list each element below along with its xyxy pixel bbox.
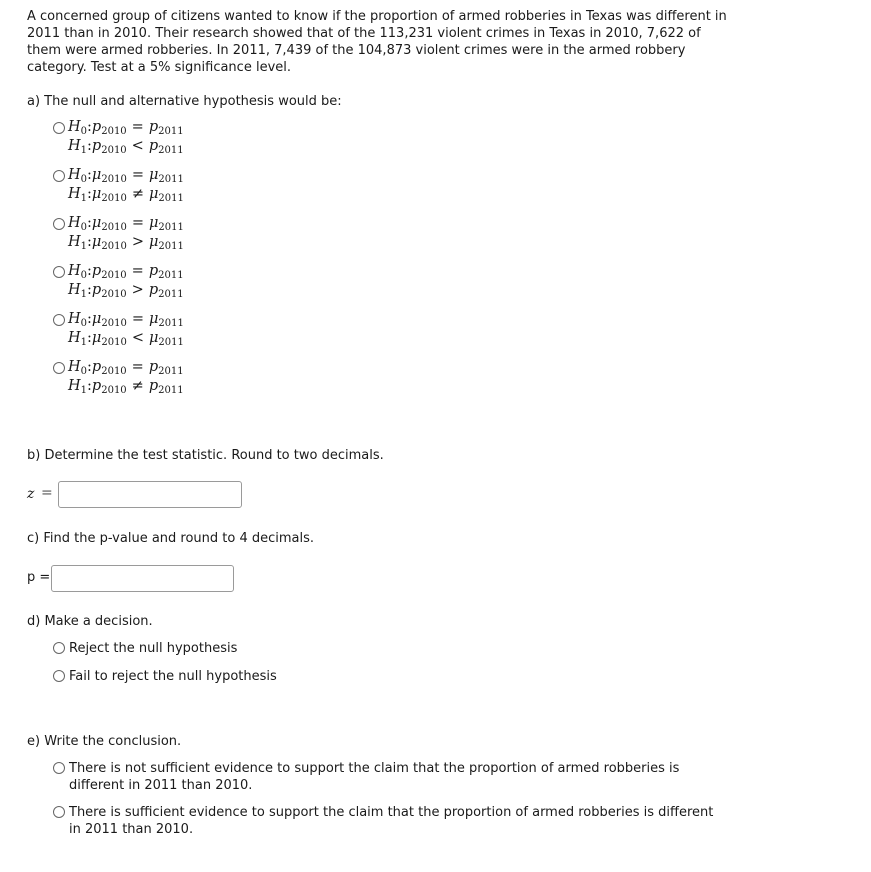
null-hypothesis-3: $H_0:\mu_{2010} = \mu_{2011}$ xyxy=(68,215,184,233)
p-value-label: p = xyxy=(27,570,51,585)
fail-to-reject-option-label: Fail to reject the null hypothesis xyxy=(69,669,277,684)
reject-option-label: Reject the null hypothesis xyxy=(69,641,238,656)
part-a-label: a) The null and alternative hypothesis would be: xyxy=(27,94,342,109)
p-value-input[interactable] xyxy=(51,565,234,592)
part-d-label: d) Make a decision. xyxy=(27,614,153,629)
fail-to-reject-radio[interactable] xyxy=(53,670,65,682)
hypothesis-radio-5[interactable] xyxy=(53,314,65,326)
problem-statement: A concerned group of citizens wanted to know if the proportion of armed robberies in Texas was different in 2011 than in 2010. Their research showed that of the 113,231 violent crimes in Texas in 2010, 7,622 of them were armed robberies. In 2011, 7,439 of the 104,873 violent crimes were in the armed robbery category. Test at a 5% significance level. xyxy=(27,9,727,75)
sufficient-radio[interactable] xyxy=(53,806,65,818)
null-hypothesis-4: $H_0:p_{2010} = p_{2011}$ xyxy=(68,263,184,281)
null-hypothesis-5: $H_0:\mu_{2010} = \mu_{2011}$ xyxy=(68,311,184,329)
alternative-hypothesis-5: $H_1:\mu_{2010} < \mu_{2011}$ xyxy=(68,330,184,348)
alternative-hypothesis-4: $H_1:p_{2010} > p_{2011}$ xyxy=(68,282,184,300)
sufficient-option-label: There is sufficient evidence to support the claim that the proportion of armed robberies is different in 2011 than 2010. xyxy=(69,805,714,837)
not-sufficient-option-label: There is not sufficient evidence to support the claim that the proportion of armed robberies is different in 2011 than 2010. xyxy=(69,761,680,793)
z-equals: = xyxy=(41,485,53,501)
reject-radio[interactable] xyxy=(53,642,65,654)
alternative-hypothesis-3: $H_1:\mu_{2010} > \mu_{2011}$ xyxy=(68,234,184,252)
alternative-hypothesis-1: $H_1:p_{2010} < p_{2011}$ xyxy=(68,138,184,156)
hypothesis-radio-6[interactable] xyxy=(53,362,65,374)
hypothesis-radio-4[interactable] xyxy=(53,266,65,278)
alternative-hypothesis-2: $H_1:\mu_{2010} \ne \mu_{2011}$ xyxy=(68,186,184,204)
null-hypothesis-1: $H_0:p_{2010} = p_{2011}$ xyxy=(68,119,184,137)
alternative-hypothesis-6: $H_1:p_{2010} \ne p_{2011}$ xyxy=(68,378,184,396)
part-c-label: c) Find the p-value and round to 4 decimals. xyxy=(27,531,315,546)
part-e-label: e) Write the conclusion. xyxy=(27,734,182,749)
null-hypothesis-2: $H_0:\mu_{2010} = \mu_{2011}$ xyxy=(68,167,184,185)
hypothesis-radio-1[interactable] xyxy=(53,122,65,134)
not-sufficient-radio[interactable] xyxy=(53,762,65,774)
null-hypothesis-6: $H_0:p_{2010} = p_{2011}$ xyxy=(68,359,184,377)
hypothesis-radio-3[interactable] xyxy=(53,218,65,230)
hypothesis-radio-2[interactable] xyxy=(53,170,65,182)
part-b-label: b) Determine the test statistic. Round to two decimals. xyxy=(27,448,384,463)
z-variable: z xyxy=(27,486,35,502)
test-statistic-input[interactable] xyxy=(58,481,242,508)
